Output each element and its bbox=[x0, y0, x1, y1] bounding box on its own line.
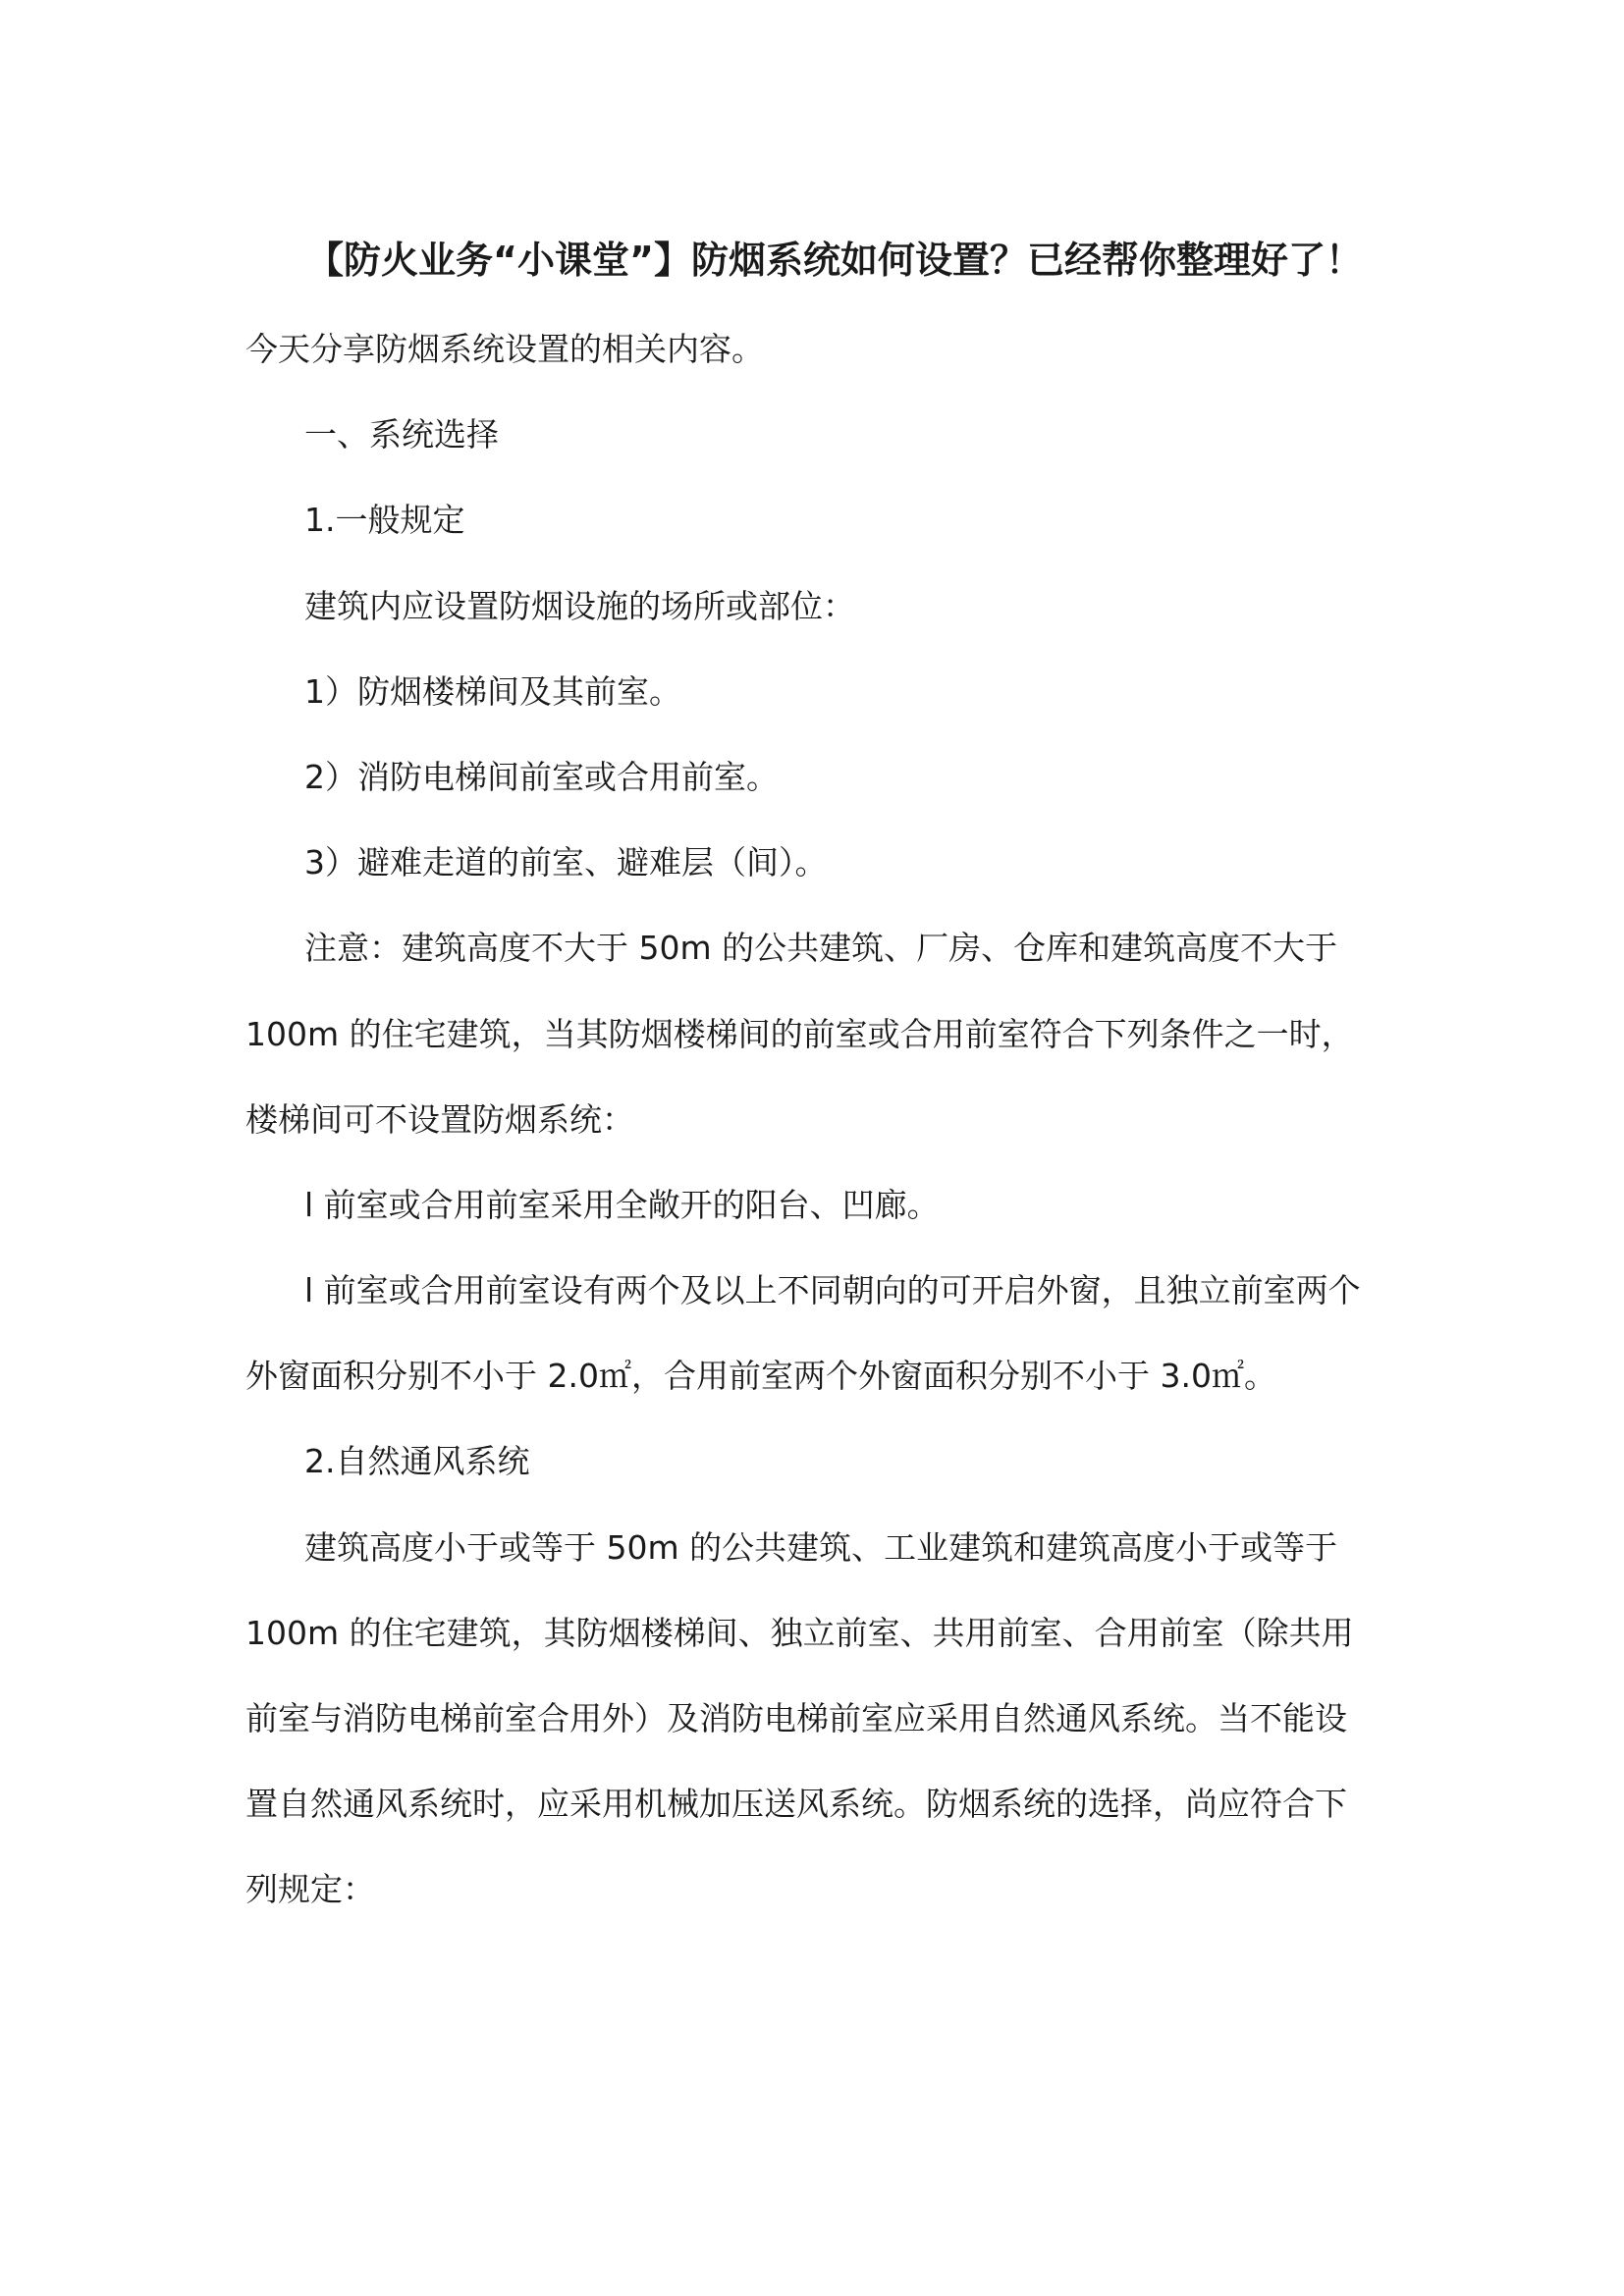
body-line: 2）消防电梯间前室或合用前室。 bbox=[304, 757, 779, 796]
body-line: 1.一般规定 bbox=[304, 501, 465, 540]
body-line: 3）避难走道的前室、避难层（间）。 bbox=[304, 843, 828, 882]
body-line: 楼梯间可不设置防烟系统： bbox=[245, 1099, 634, 1139]
body-line: l 前室或合用前室设有两个及以上不同朝向的可开启外窗，且独立前室两个 bbox=[304, 1271, 1361, 1310]
body-line: 2.自然通风系统 bbox=[304, 1442, 530, 1481]
body-line: 100m 的住宅建筑，其防烟楼梯间、独立前室、共用前室、合用前室（除共用 bbox=[245, 1613, 1354, 1652]
body-line: 1）防烟楼梯间及其前室。 bbox=[304, 671, 681, 711]
body-line: 置自然通风系统时，应采用机械加压送风系统。防烟系统的选择，尚应符合下 bbox=[245, 1785, 1347, 1824]
body-line: 今天分享防烟系统设置的相关内容。 bbox=[245, 330, 764, 368]
body-line: 建筑高度小于或等于 50m 的公共建筑、工业建筑和建筑高度小于或等于 bbox=[304, 1527, 1338, 1567]
body-line: l 前室或合用前室采用全敞开的阳台、凹廊。 bbox=[304, 1185, 940, 1224]
body-line: 列规定： bbox=[245, 1870, 375, 1909]
document-title: 【防火业务“小课堂”】防烟系统如何设置？已经帮你整理好了！ bbox=[306, 239, 1363, 282]
body-line: 前室与消防电梯前室合用外）及消防电梯前室应采用自然通风系统。当不能设 bbox=[245, 1699, 1347, 1737]
body-line: 注意：建筑高度不大于 50m 的公共建筑、厂房、仓库和建筑高度不大于 bbox=[304, 929, 1338, 968]
body-line: 外窗面积分别不小于 2.0㎡，合用前室两个外窗面积分别不小于 3.0㎡。 bbox=[245, 1357, 1276, 1396]
body-line: 一、系统选择 bbox=[304, 415, 499, 454]
body-line: 建筑内应设置防烟设施的场所或部位： bbox=[304, 586, 855, 625]
document-body bbox=[245, 306, 1384, 1933]
body-line: 100m 的住宅建筑，当其防烟楼梯间的前室或合用前室符合下列条件之一时， bbox=[245, 1014, 1354, 1053]
